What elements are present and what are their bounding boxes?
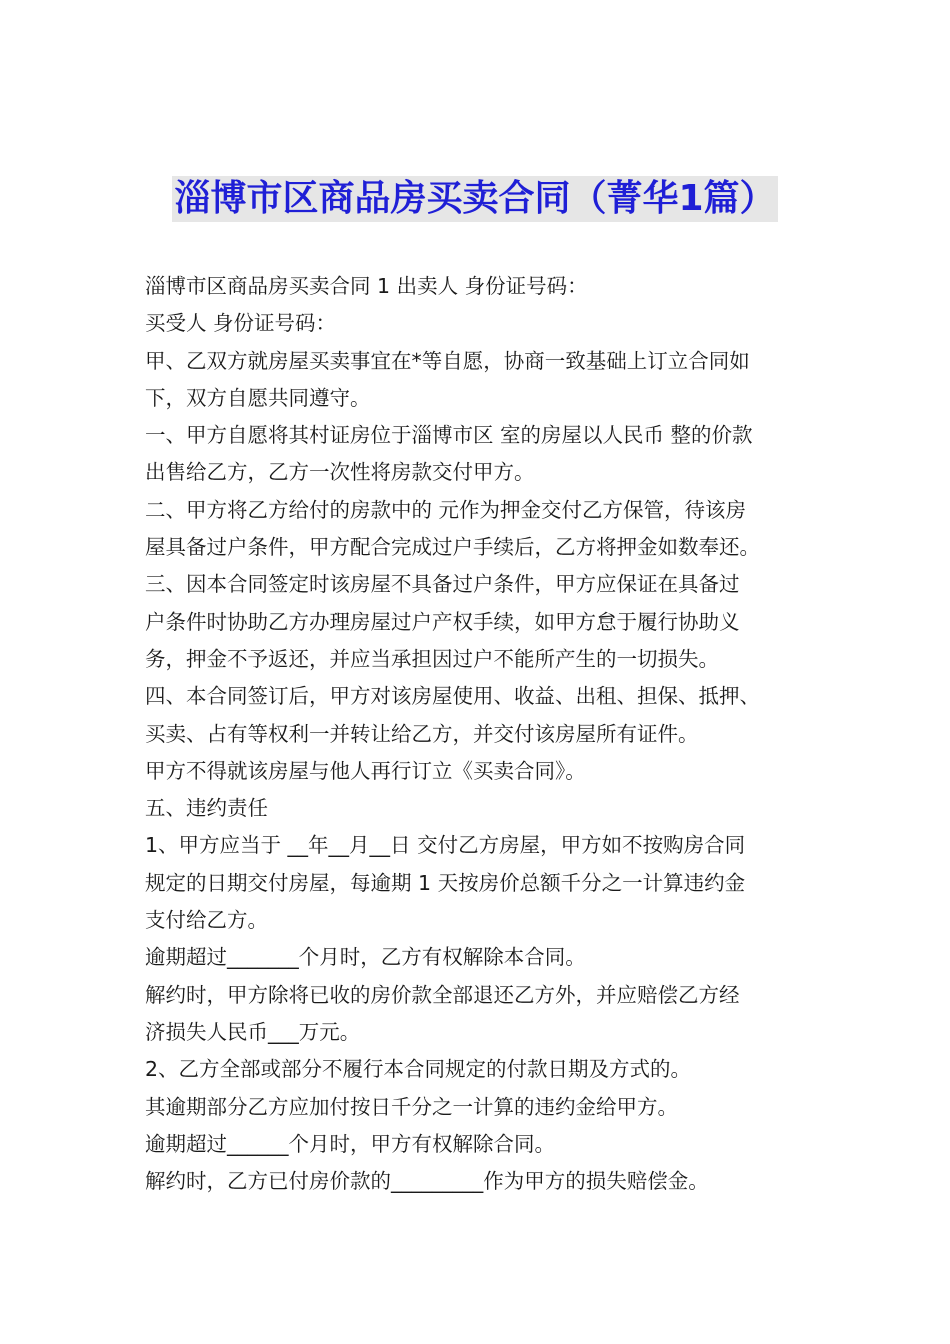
text-line: 规定的日期交付房屋，每逾期 1 天按房价总额千分之一计算违约金 [145, 870, 746, 895]
text-line: 甲、乙双方就房屋买卖事宜在*等自愿，协商一致基础上订立合同如 [145, 348, 750, 373]
text-line: 济损失人民币___万元。 [145, 1019, 361, 1044]
text-line: 其逾期部分乙方应加付按日千分之一计算的违约金给甲方。 [145, 1094, 678, 1119]
text-line: 屋具备过户条件，甲方配合完成过户手续后，乙方将押金如数奉还。 [145, 535, 760, 560]
text-line: 下，双方自愿共同遵守。 [145, 385, 371, 410]
text-line: 支付给乙方。 [145, 908, 268, 933]
text-line: 出售给乙方，乙方一次性将房款交付甲方。 [145, 460, 535, 485]
text-line: 买受人 身份证号码： [145, 311, 337, 336]
text-line: 五、违约责任 [145, 796, 268, 821]
text-line: 四、本合同签订后，甲方对该房屋使用、收益、出租、担保、抵押、 [145, 684, 760, 709]
title-container [0, 176, 950, 222]
text-line: 务，押金不予返还，并应当承担因过户不能所产生的一切损失。 [145, 646, 719, 671]
text-line: 买卖、占有等权利一并转让给乙方，并交付该房屋所有证件。 [145, 721, 699, 746]
text-line: 户条件时协助乙方办理房屋过户产权手续，如甲方怠于履行协助义 [145, 609, 740, 634]
document-title: 淄博市区商品房买卖合同（菁华1篇） [172, 176, 777, 222]
text-line: 2、乙方全部或部分不履行本合同规定的付款日期及方式的。 [145, 1057, 692, 1082]
text-line: 二、甲方将乙方给付的房款中的 元作为押金交付乙方保管，待该房 [145, 497, 747, 522]
text-line: 解约时，乙方已付房价款的_________作为甲方的损失赔偿金。 [145, 1169, 709, 1194]
text-line: 逾期超过_______个月时，乙方有权解除本合同。 [145, 945, 586, 970]
text-line: 三、因本合同签定时该房屋不具备过户条件，甲方应保证在具备过 [145, 572, 740, 597]
text-line: 1、甲方应当于 __年__月__日 交付乙方房屋，甲方如不按购房合同 [145, 833, 746, 858]
document-body [145, 268, 825, 1200]
text-line: 一、甲方自愿将其村证房位于淄博市区 室的房屋以人民币 整的价款 [145, 423, 753, 448]
text-line: 淄博市区商品房买卖合同 1 出卖人 身份证号码： [145, 274, 588, 298]
text-line: 解约时，甲方除将已收的房价款全部退还乙方外，并应赔偿乙方经 [145, 982, 740, 1007]
text-line: 逾期超过______个月时，甲方有权解除合同。 [145, 1131, 555, 1156]
text-line: 甲方不得就该房屋与他人再行订立《买卖合同》。 [145, 758, 586, 783]
